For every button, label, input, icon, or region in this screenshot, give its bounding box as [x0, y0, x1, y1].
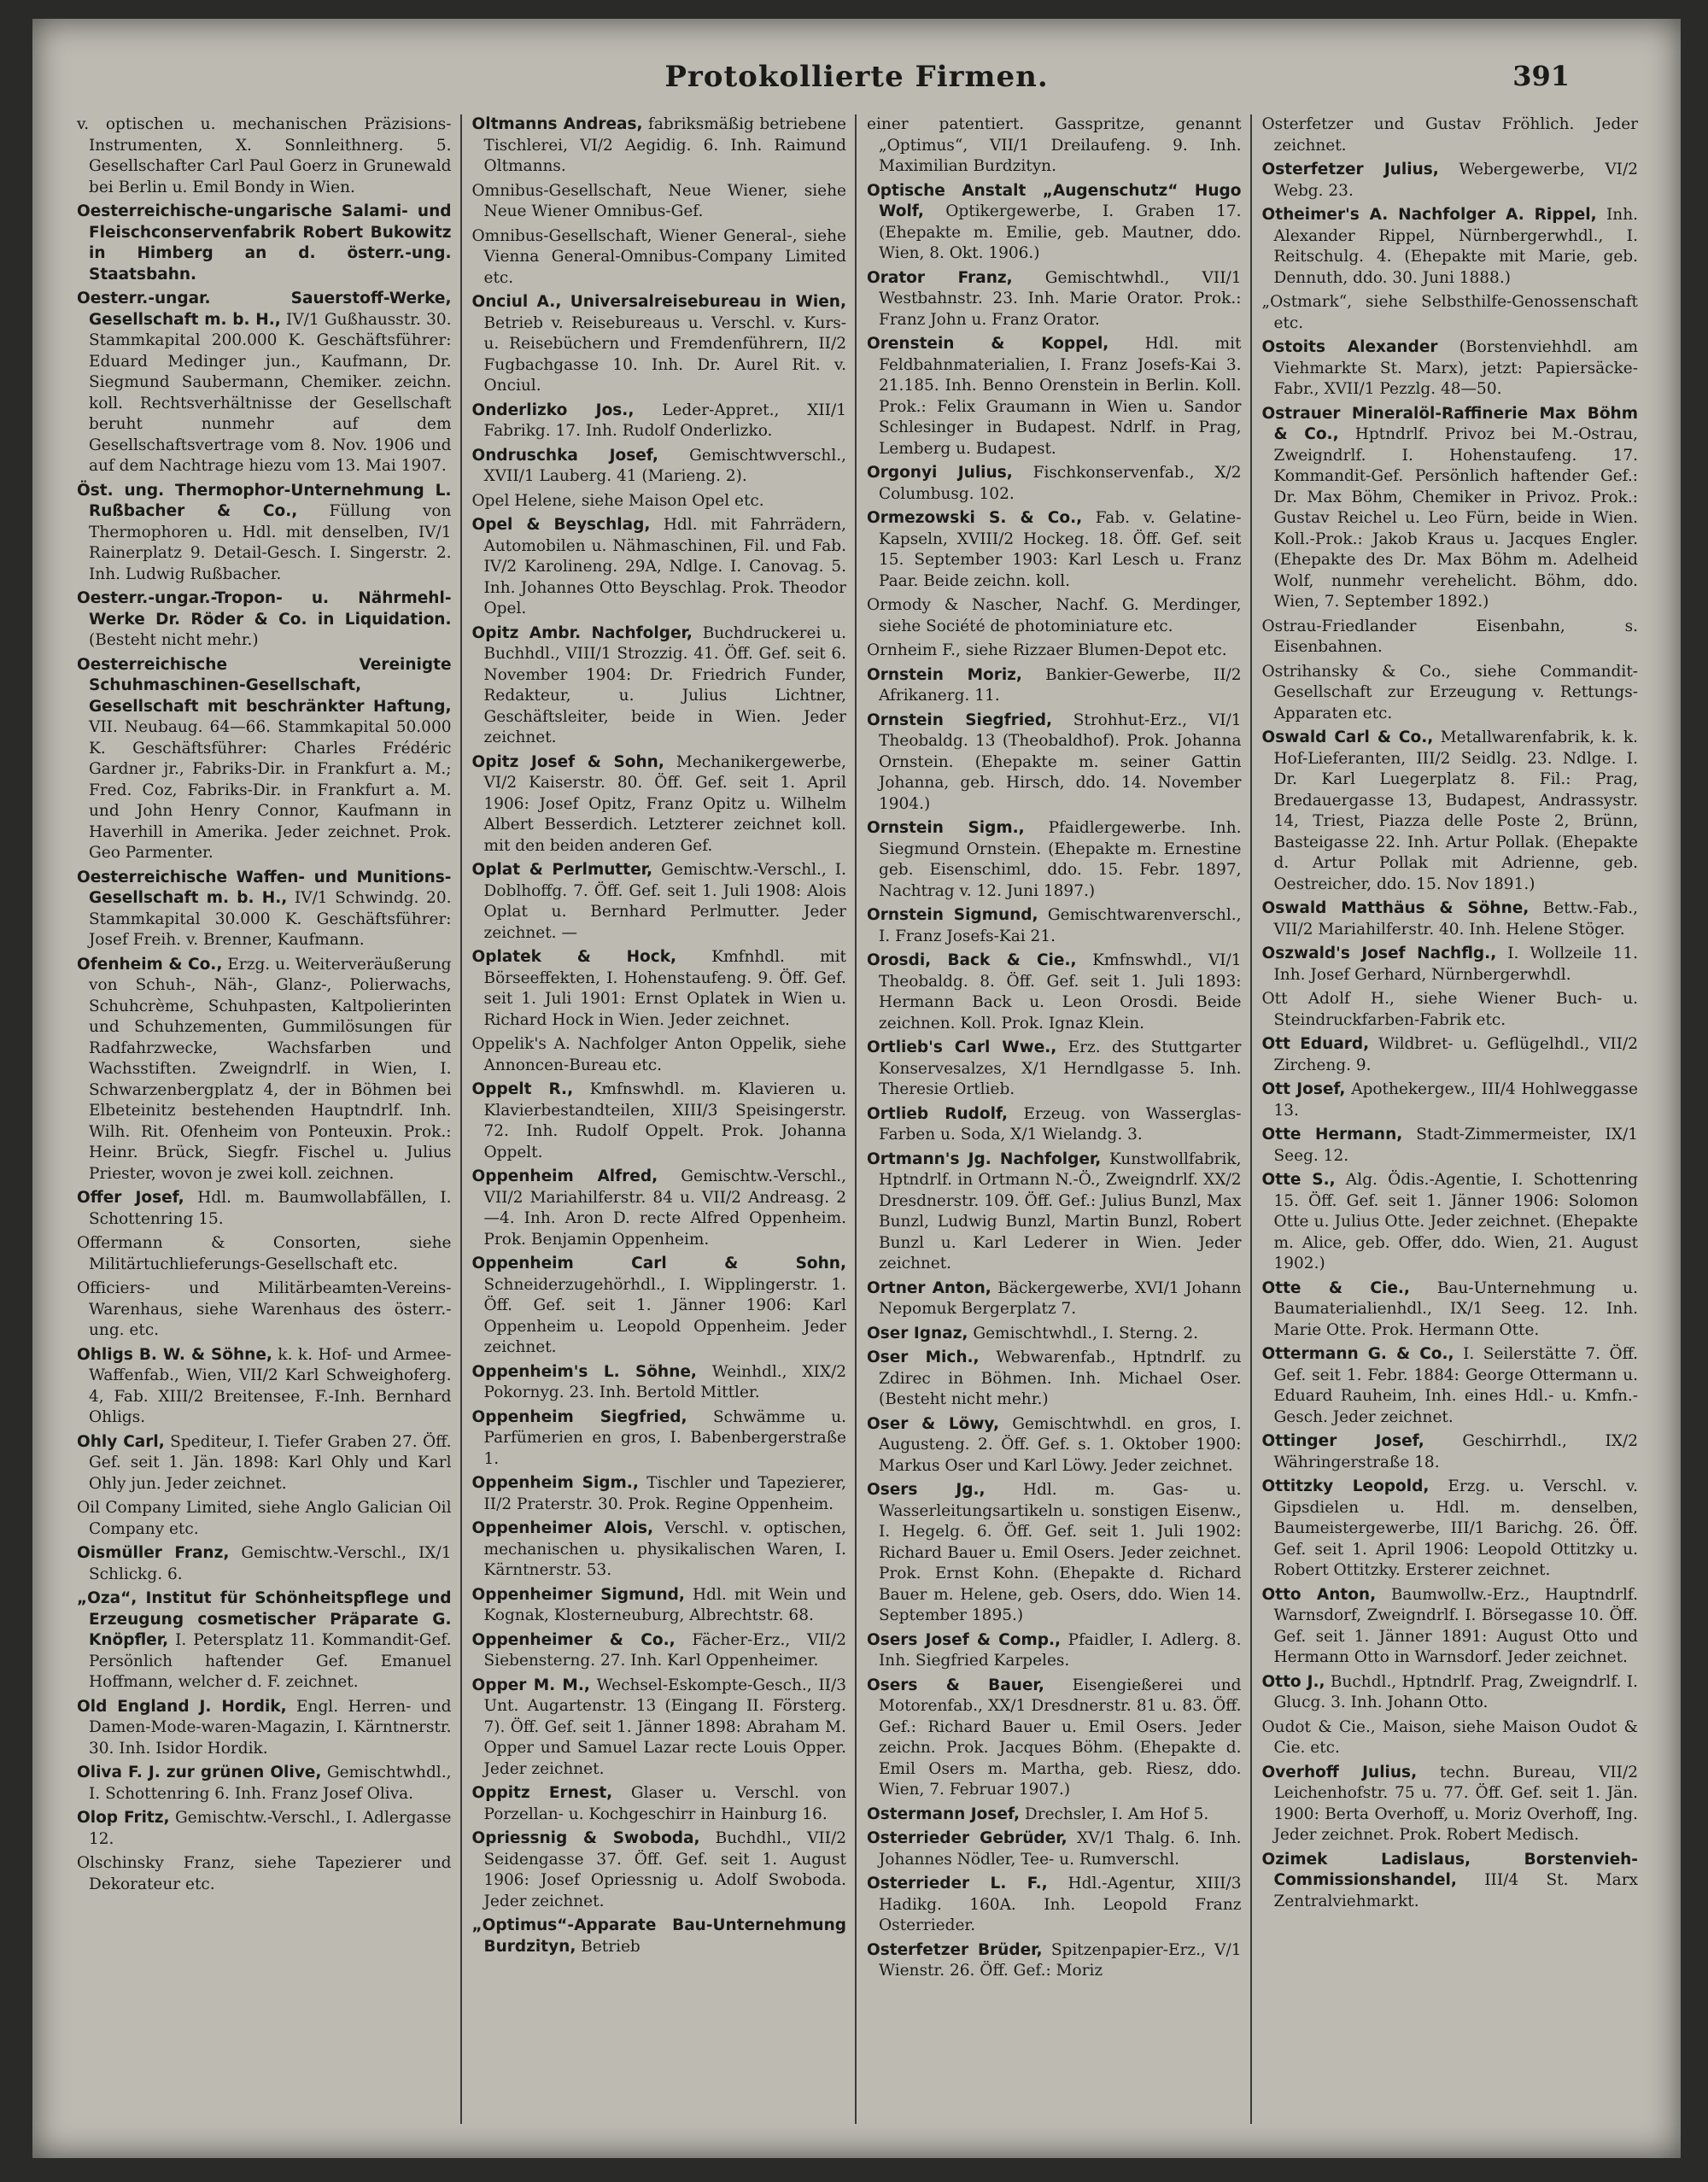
entry-text: Oil Company Limited, siehe Anglo Galician Oil Company etc. [77, 1499, 452, 1538]
entry-text: Betrieb [581, 1937, 640, 1956]
directory-entry [1262, 1344, 1639, 1428]
directory-entry [472, 1167, 847, 1250]
firm-name: Olop Fritz, [77, 1809, 170, 1827]
firm-name: Oppelt R., [471, 1080, 574, 1098]
entry-text: Inh. Alexander Rippel, Nürnbergerwhdl., I. Reitschulg. 4. (Ehepakte mit Marie, geb. Dennuth, ddo. 30. Juni 1888.) [1273, 206, 1638, 287]
firm-name: Ottitzky Leopold, [1261, 1477, 1430, 1495]
entry-text: Oudot & Cie., Maison, siehe Maison Oudot & Cie. etc. [1261, 1717, 1638, 1757]
directory-entry [472, 1676, 847, 1781]
firm-name: Ornstein Sigm., [867, 819, 1025, 837]
firm-name: Otte S., [1261, 1171, 1336, 1189]
directory-entry [867, 268, 1242, 331]
entry-text: Gemischtwverschl., XVII/1 Lauberg. 41 (Marieng. 2). [483, 446, 846, 485]
directory-entry [1262, 337, 1639, 401]
directory-entry [77, 868, 452, 951]
directory-entry [472, 226, 847, 290]
entry-text: Pfaidler, I. Adlerg. 8. Inh. Siegfried Karpeles. [879, 1630, 1242, 1670]
directory-entry [867, 1149, 1242, 1275]
entry-text: Ostrau-Friedlander Eisenbahn, s. Eisenbahnen. [1261, 617, 1638, 656]
column-1 [67, 114, 462, 2124]
firm-name: Ornstein Moriz, [867, 665, 1022, 684]
entry-text: Verschl. v. optischen, mechanischen u. physikalischen Waren, I. Kärntnerstr. 53. [483, 1519, 846, 1579]
directory-entry [77, 1188, 452, 1230]
directory-entry [1262, 1431, 1639, 1473]
entry-text: Kmfnswhdl., VI/1 Theobaldg. 8. Öff. Gef. seit 1. Juli 1893: Hermann Back u. Leon Orosdi. Beide zeichnen. Koll. Prok. Ignaz Klein. [879, 951, 1242, 1033]
firm-name: Otheimer's A. Nachfolger A. Rippel, [1261, 206, 1597, 224]
directory-entry [77, 1697, 452, 1760]
firm-name: Oszwald's Josef Nachflg., [1261, 945, 1497, 962]
firm-name: Ott Eduard, [1261, 1035, 1370, 1053]
directory-entry [77, 1432, 452, 1495]
directory-entry [867, 905, 1242, 947]
directory-entry [77, 1853, 452, 1895]
entry-text: Hdl.-Agentur, XIII/3 Hadikg. 160A. Inh. Leopold Franz Osterrieder. [879, 1875, 1242, 1934]
directory-entry [472, 491, 847, 512]
directory-entry [1262, 944, 1639, 986]
firm-name: Otto J., [1261, 1672, 1325, 1691]
firm-name: Osterfetzer Brüder, [867, 1940, 1043, 1959]
directory-entry [472, 292, 847, 397]
entry-text: Hdl. mit Wein und Kognak, Klosterneuburg, Albrechtstr. 68. [483, 1585, 846, 1624]
directory-entry [472, 1473, 847, 1515]
directory-entry [1262, 1763, 1639, 1846]
entry-text: (Borstenviehhdl. am Viehmarkte St. Marx), jetzt: Papiersäcke-Fabr., XVII/1 Pezzlg. 48—50. [1273, 338, 1638, 398]
firm-name: Oser Ignaz, [867, 1324, 968, 1343]
firm-name: Oppenheim Sigm., [471, 1474, 639, 1492]
firm-name: Orgonyi Julius, [867, 464, 1013, 482]
entry-text: Eisengießerei und Motorenfab., XX/1 Dresdnerstr. 81 u. 83. Öff. Gef.: Richard Bauer u. Emil Osers. Jeder zeichn. Prok. Jacques Böhm. (Ehepakte d. Emil Osers m. Martha, geb. Riesz, ddo. Wien, 7. Februar 1907.) [879, 1676, 1242, 1799]
entry-text: Spitzenpapier-Erz., V/1 Wienstr. 26. Öff. Gef.: Moriz [879, 1940, 1242, 1980]
directory-entry [867, 1630, 1242, 1672]
firm-name: Otte Hermann, [1261, 1126, 1403, 1144]
firm-name: Optische Anstalt „Augenschutz“ Hugo Wolf, [867, 181, 1242, 220]
entry-text: Optikergewerbe, I. Graben 17. (Ehepakte m. Emilie, geb. Mautner, ddo. Wien, 8. Okt. 1906.) [879, 202, 1242, 262]
firm-name: Öst. ung. Thermophor-Unternehmung L. Rußbacher & Co., [77, 481, 452, 520]
directory-entry [1262, 662, 1639, 725]
firm-name: Ortmann's Jg. Nachfolger, [867, 1149, 1102, 1168]
entry-text: Gemischtwhdl. en gros, I. Augusteng. 2. Öff. Gef. s. 1. Oktober 1900: Markus Oser und Karl Löwy. Jeder zeichnet. [879, 1414, 1242, 1475]
entry-text: Bankier-Gewerbe, II/2 Afrikanerg. 11. [879, 665, 1242, 705]
firm-name: Ohligs B. W. & Söhne, [77, 1345, 272, 1364]
entry-text: Fischkonservenfab., X/2 Columbusg. 102. [879, 464, 1242, 503]
directory-entry [867, 951, 1242, 1034]
entry-text: Weinhdl., XIX/2 Pokornyg. 23. Inh. Bertold Mittler. [483, 1362, 846, 1401]
directory-entry [472, 1783, 847, 1825]
directory-entry [867, 463, 1242, 505]
entry-text: Kmfnswhdl. m. Klavieren u. Klavierbestandteilen, XIII/3 Speisingerstr. 72. Inh. Rudolf Oppelt. Prok. Johanna Oppelt. [483, 1080, 846, 1161]
entry-text: Alg. Ödis.-Agentie, I. Schottenring 15. Öff. Gef. seit 1. Jänner 1906: Solomon Otte u. Julius Otte. Jeder zeichnet. (Ehepakte m. Alice, geb. Offer, ddo. Wien, 21. August 1902.) [1273, 1171, 1639, 1272]
entry-text: Gemischtw.-Verschl., I. Adlergasse 12. [89, 1809, 452, 1848]
firm-name: Ornstein Sigmund, [867, 906, 1038, 924]
firm-name: Oswald Carl & Co., [1261, 728, 1434, 746]
directory-entry [472, 860, 847, 944]
firm-name: Oltmanns Andreas, [471, 115, 643, 133]
entry-text: Omnibus-Gesellschaft, Neue Wiener, siehe Neue Wiener Omnibus-Gef. [471, 181, 846, 220]
firm-name: Oesterreichische Waffen- und Munitions-Gesellschaft m. b. H., [77, 868, 452, 907]
firm-name: Ottermann G. & Co., [1261, 1345, 1454, 1363]
directory-entry [77, 955, 452, 1185]
entry-text: Buchdhl., VII/2 Seidengasse 37. Öff. Gef. seit 1. August 1906: Josef Opriessnig u. Adolf Swoboda. Jeder zeichnet. [483, 1829, 846, 1910]
entry-text: Drechsler, I. Am Hof 5. [1024, 1805, 1209, 1823]
firm-name: Offer Josef, [77, 1189, 184, 1207]
entry-text: Schwämme u. Parfümerien en gros, I. Babenbergerstraße 1. [483, 1407, 847, 1468]
directory-entry [472, 623, 847, 749]
entry-text: Ott Adolf H., siehe Wiener Buch- u. Steindruckfarben-Fabrik etc. [1261, 990, 1638, 1029]
entry-text: Hdl. m. Gas- u. Wasserleitungsartikeln u. sonstigen Eisenw., I. Hegelg. 6. Öff. Gef. seit 1. Juli 1902: Richard Bauer u. Emil Osers. Jeder zeichnet. Prok. Ernst Kohn. (Ehepakte d. Richard Bauer m. Helene, geb. Osers, ddo. Wien 14. September 1895.) [879, 1481, 1242, 1624]
directory-entry [867, 1278, 1242, 1320]
firm-name: „Optimus“-Apparate Bau-Unternehmung Burdzityn, [471, 1916, 846, 1956]
entry-text: I. Petersplatz 11. Kommandit-Gef. Persönlich haftender Gef. Emanuel Hoffmann, welcher d. F. zeichnet. [89, 1631, 452, 1691]
firm-name: Oppenheimer & Co., [471, 1630, 676, 1649]
entry-text: Ornheim F., siehe Rizzaer Blumen-Depot etc. [867, 641, 1227, 659]
directory-entry [867, 1676, 1242, 1801]
firm-name: Otte & Cie., [1261, 1278, 1410, 1297]
directory-entry [472, 947, 847, 1031]
entry-text: (Besteht nicht mehr.) [89, 631, 259, 649]
entry-text: Tischler und Tapezierer, II/2 Praterstr. 30. Prok. Regine Oppenheim. [483, 1474, 846, 1513]
firm-name: Ortner Anton, [867, 1278, 991, 1297]
firm-name: Ornstein Siegfried, [867, 711, 1052, 729]
directory-entry [77, 1808, 452, 1850]
document-page [32, 19, 1681, 2158]
entry-text: Hdl. m. Baumwollabfällen, I. Schottenring 15. [89, 1189, 452, 1228]
entry-text: Betrieb v. Reisebureaus u. Verschl. v. Kurs- u. Reisebüchern und Fremdenführern, II/2 Fugbachgasse 10. Inh. Dr. Aurel Rit. v. Onciul. [483, 313, 846, 395]
directory-entry [1262, 160, 1639, 202]
entry-text: Kunstwollfabrik, Hptndrlf. in Ortmann N.-Ö., Zweigndrlf. XX/2 Dresdnerstr. 109. Öff. Gef.: Julius Bunzl, Max Bunzl, Ludwig Bunzl, Martin Bunzl, Robert Bunzl u. Karl Lederer in Wien. Jeder zeichnet. [879, 1149, 1242, 1272]
firm-name: Ondruschka Josef, [471, 446, 658, 465]
firm-name: Ostermann Josef, [867, 1805, 1021, 1823]
directory-entry [1262, 1717, 1639, 1759]
directory-entry [77, 1588, 452, 1694]
directory-entry [1262, 404, 1639, 613]
directory-entry [77, 1345, 452, 1429]
firm-name: Osers Josef & Comp., [867, 1630, 1062, 1649]
entry-text: Oppelik's A. Nachfolger Anton Oppelik, siehe Annoncen-Bureau etc. [471, 1035, 846, 1074]
firm-name: Oppenheim's L. Söhne, [471, 1362, 697, 1381]
firm-name: Onciul A., Universalreisebureau in Wien, [471, 293, 846, 311]
page-title: Protokollierte Firmen. [664, 60, 1049, 94]
directory-entry [867, 334, 1242, 459]
directory-entry [1262, 1079, 1639, 1121]
entry-text: Bau-Unternehmung u. Baumaterialienhdl., IX/1 Seeg. 12. Inh. Marie Otte. Prok. Hermann Otte. [1273, 1278, 1638, 1339]
firm-name: Old England J. Hordik, [77, 1697, 287, 1716]
entry-text: Spediteur, I. Tiefer Graben 27. Öff. Gef. seit 1. Jän. 1898: Karl Ohly und Karl Ohly jun. Jeder zeichnet. [89, 1432, 452, 1493]
firm-name: Opper M. M., [471, 1676, 590, 1694]
entry-text: Hptndrlf. Privoz bei M.-Ostrau, Zweigndrlf. I. Hohenstaufeng. 17. Kommandit-Gef. Persönlich haftender Gef.: Dr. Max Böhm, Chemiker in Privoz. Prok.: Gustav Reichel u. Leo Fürn, beide in Wien. Koll.-Prok.: Jakob Kraus u. Jacques Engler. (Ehepakte des Dr. Max Böhm m. Adelheid Wolf, nunmehr verehelicht. Böhm, ddo. Wien, 7. September 1892.) [1273, 425, 1638, 611]
firm-name: Oser Mich., [867, 1348, 980, 1366]
entry-text: Kmfnhdl. mit Börseeffekten, I. Hohenstaufeng. 9. Öff. Gef. seit 1. Juli 1901: Ernst Oplatek in Wien u. Richard Hock in Wien. Jeder zeichnet. [483, 948, 846, 1029]
directory-entry [1262, 1170, 1639, 1275]
directory-entry [867, 1828, 1242, 1870]
firm-name: Orosdi, Back & Cie., [867, 951, 1077, 969]
entry-text: Ormody & Nascher, Nachf. G. Merdinger, siehe Société de photominiature etc. [867, 596, 1242, 635]
directory-entry [472, 1079, 847, 1163]
directory-entry [867, 1414, 1242, 1477]
firm-name: Ortlieb's Carl Wwe., [867, 1038, 1057, 1056]
directory-entry [867, 1324, 1242, 1345]
entry-text: Ostrihansky & Co., siehe Commandit-Gesellschaft zur Erzeugung v. Rettungs-Apparaten etc. [1261, 662, 1638, 722]
entry-text: Füllung von Thermophoren u. Hdl. mit denselben, IV/1 Rainerplatz 9. Detail-Gesch. I. Singerstr. 2. Inh. Ludwig Rußbacher. [89, 502, 452, 583]
firm-name: Osers Jg., [867, 1481, 986, 1499]
firm-name: „Oza“, Institut für Schönheitspflege und Erzeugung cosmetischer Präparate G. Knöpfler, [77, 1589, 452, 1649]
directory-entry [77, 1233, 452, 1275]
entry-text: Gemischtw.-Verschl., VII/2 Mariahilferstr. 84 u. VII/2 Andreasg. 2—4. Inh. Aron D. recte Alfred Oppenheim. Prok. Benjamin Oppenheim. [483, 1167, 846, 1249]
entry-text: Wildbret- u. Geflügelhdl., VII/2 Zircheng. 9. [1273, 1035, 1638, 1074]
entry-text: Glaser u. Verschl. von Porzellan- u. Kochgeschirr in Hainburg 16. [483, 1784, 846, 1823]
directory-entry [472, 181, 847, 223]
entry-text: Bäckergewerbe, XVI/1 Johann Nepomuk Bergerplatz 7. [879, 1278, 1242, 1318]
firm-name: Otto Anton, [1261, 1585, 1377, 1604]
directory-entry [1262, 1477, 1639, 1582]
entry-text: Buchdruckerei u. Buchhdl., VIII/1 Strozzig. 41. Öff. Gef. seit 6. November 1904: Dr. Friedrich Funder, Redakteur, u. Julius Lichtner, Geschäftsleiter, beide in Wien. Jeder zeichnet. [483, 623, 846, 746]
directory-entry [867, 1104, 1242, 1146]
firm-name: Oppenheim Siegfried, [471, 1407, 687, 1426]
firm-name: Oser & Löwy, [867, 1414, 1000, 1433]
directory-entry [472, 401, 847, 442]
directory-entry [867, 114, 1242, 178]
entry-text: Baumwollw.-Erz., Hauptndrlf. Warnsdorf, Zweigndrlf. I. Börsegasse 10. Öff. Gef. seit 1. Jänner 1891: August Otto und Hermann Otto in Warnsdorf. Jeder zeichnet. [1273, 1585, 1638, 1666]
entry-text: Opel Helene, siehe Maison Opel etc. [471, 491, 764, 510]
firm-name: Oppenheim Alfred, [471, 1167, 658, 1185]
firm-name: Opitz Ambr. Nachfolger, [471, 623, 693, 642]
directory-entry [472, 1828, 847, 1912]
directory-entry [472, 1518, 847, 1582]
directory-entry [472, 1630, 847, 1672]
directory-entry [472, 1585, 847, 1627]
entry-text: I. Wollzeile 11. Inh. Josef Gerhard, Nürnbergerwhdl. [1273, 945, 1638, 984]
entry-text: Erzg. u. Verschl. v. Gipsdielen u. Hdl. m. denselben, Baumeistergewerbe, III/1 Barichg. 26. Öff. Gef. seit 1. April 1906: Leopold Ottitzky u. Robert Ottitzky. Ersterer zeichnet. [1273, 1477, 1639, 1579]
directory-entry [867, 1038, 1242, 1101]
entry-text: III/4 St. Marx Zentralviehmarkt. [1273, 1871, 1638, 1910]
firm-name: Ofenheim & Co., [77, 955, 223, 974]
entry-text: Geschirrhdl., IX/2 Währingerstraße 18. [1273, 1432, 1638, 1471]
directory-entry [867, 595, 1242, 637]
firm-name: Ostrauer Mineralöl-Raffinerie Max Böhm & Co., [1261, 404, 1638, 443]
entry-text: Buchdl., Hptndrlf. Prag, Zweigndrlf. I. Glucg. 3. Inh. Johann Otto. [1273, 1672, 1638, 1711]
entry-text: Leder-Appret., XII/1 Fabrikg. 17. Inh. Rudolf Onderlizko. [483, 401, 846, 440]
firm-name: Oesterr.-ungar.-Tropon- u. Nährmehl-Werke Dr. Röder & Co. in Liquidation. [77, 589, 452, 629]
directory-entry [867, 818, 1242, 902]
firm-name: Overhoff Julius, [1261, 1763, 1418, 1781]
directory-entry [867, 1348, 1242, 1411]
directory-entry [77, 1278, 452, 1342]
directory-entry [1262, 1672, 1639, 1714]
directory-entry [867, 641, 1242, 662]
directory-entry [1262, 728, 1639, 895]
directory-entry [77, 655, 452, 864]
entry-text: Olschinsky Franz, siehe Tapezierer und Dekorateur etc. [77, 1854, 452, 1893]
column-3 [857, 114, 1252, 2124]
entry-text: Wechsel-Eskompte-Gesch., II/3 Unt. Augartenstr. 13 (Eingang II. Försterg. 7). Öff. Gef. seit 1. Jänner 1898: Abraham M. Opper und Samuel Lazar recte Louis Opper. Jeder zeichnet. [483, 1676, 846, 1778]
directory-entry [1262, 1125, 1639, 1167]
firm-name: Oismüller Franz, [77, 1544, 230, 1562]
firm-name: Ott Josef, [1261, 1080, 1346, 1098]
entry-text: Hdl. mit Feldbahnmaterialien, I. Franz Josefs-Kai 3. 21.185. Inh. Benno Orenstein in Berlin. Koll. Prok.: Felix Graumann in Wien u. Sandor Schlesinger in Budapest. Ndrlf. in Prag, Lemberg u. Budapest. [879, 335, 1242, 458]
firm-name: Oliva F. J. zur grünen Olive, [77, 1764, 322, 1781]
directory-entry [472, 1034, 847, 1076]
directory-entry [472, 1407, 847, 1471]
directory-entry [77, 588, 452, 652]
entry-text: Offermann & Consorten, siehe Militärtuchlieferungs-Gesellschaft etc. [77, 1234, 452, 1273]
firm-name: Ohly Carl, [77, 1432, 165, 1451]
entry-text: Erzg. u. Weiterveräußerung von Schuh-, Näh-, Glanz-, Polierwachs, Schuhcrème, Schuhpasten, Kaltpolierinten und Schuhzementen, Gummilösungen für Radfahrzwecke, Wachsfarben und Wachsstiften. Zweigndrlf. in Wien, I. Schwarzenbergplatz 4, der in Böhmen bei Elbeteinitz bestehenden Hauptndrlf. Inh. Wilh. Rit. Ofenheim von Ponteuxin. Prok.: Heinr. Brück, Siegfr. Fischel u. Julius Priester, wovon je zwei koll. zeichnen. [89, 955, 452, 1183]
firm-name: Ormezowski S. & Co., [867, 509, 1083, 527]
firm-name: Osterfetzer Julius, [1261, 161, 1439, 178]
directory-entry [867, 1805, 1242, 1826]
directory-entry [77, 1543, 452, 1585]
entry-text: Hdl. mit Fahrrädern, Automobilen u. Nähmaschinen, Fil. und Fab. IV/2 Karolineng. 29A, Ndlge. I. Canovag. 5. Inh. Johannes Otto Beyschlag. Prok. Theodor Opel. [483, 516, 846, 617]
entry-text: Webwarenfab., Hptndrlf. zu Zdirec in Böhmen. Inh. Michael Oser. (Besteht nicht mehr.) [879, 1348, 1242, 1408]
directory-entry [1262, 205, 1639, 289]
firm-name: Oplat & Perlmutter, [471, 861, 653, 879]
directory-entry [1262, 898, 1639, 940]
entry-text: Erz. des Stuttgarter Konservesalzes, X/1 Herndlgasse 5. Inh. Theresie Ortlieb. [879, 1038, 1242, 1098]
entry-text: Bettw.-Fab., VII/2 Mariahilferstr. 40. Inh. Helene Stöger. [1273, 899, 1639, 939]
entry-text: IV/1 Gußhausstr. 30. Stammkapital 200.000 K. Geschäftsführer: Eduard Medinger jun., Kaufmann, Dr. Siegmund Saubermann, Chemiker. zeichn. koll. Rechtsverhältnisse der Gesellschaft beruht nunmehr auf dem Gesellschaftsvertrage vom 8. Nov. 1906 und auf dem Nachtrage hiezu vom 13. Mai 1907. [89, 310, 452, 475]
entry-text: Gemischtw.-Verschl., I. Doblhoffg. 7. Öff. Gef. seit 1. Juli 1908: Alois Oplat u. Bernhard Perlmutter. Jeder zeichnet. — [483, 861, 846, 942]
directory-entry [472, 446, 847, 488]
entry-text: einer patentiert. Gasspritze, genannt „Optimus“, VII/1 Dreilaufeng. 9. Inh. Maximilian Burdzityn. [867, 115, 1242, 175]
directory-entry [1262, 1034, 1639, 1076]
entry-text: Metallwarenfabrik, k. k. Hof-Lieferanten, III/2 Seidlg. 23. Ndlge. I. Dr. Karl Luegerplatz 8. Fil.: Prag, Bredauergasse 13, Budapest, Andrassystr. 14, Triest, Piazza delle Poste 2, Brünn, Basteigasse 22. Inh. Artur Pollak. (Ehepakte d. Artur Pollak mit Adrienne, geb. Oestreicher, ddo. 15. Nov 1891.) [1273, 728, 1638, 893]
column-2 [462, 114, 857, 2124]
directory-entry [77, 481, 452, 586]
directory-entry [472, 1362, 847, 1404]
entry-text: Engl. Herren- und Damen-Mode-waren-Magazin, I. Kärntnerstr. 30. Inh. Isidor Hordik. [89, 1697, 452, 1758]
directory-entry [1262, 114, 1639, 156]
directory-entry [867, 1480, 1242, 1627]
entry-text: Mechanikergewerbe, VI/2 Kaiserstr. 80. Öff. Gef. seit 1. April 1906: Josef Opitz, Franz Opitz u. Wilhelm Albert Besserdich. Letzterer zeichnet koll. mit den beiden anderen Gef. [483, 752, 846, 855]
firm-name: Oppitz Ernest, [471, 1784, 613, 1802]
firm-name: Onderlizko Jos., [471, 401, 635, 419]
entry-text: Fächer-Erz., VII/2 Siebensterng. 27. Inh. Karl Oppenheimer. [483, 1630, 846, 1670]
directory-entry [77, 114, 452, 198]
entry-text: Stadt-Zimmermeister, IX/1 Seeg. 12. [1273, 1126, 1639, 1165]
entry-text: v. optischen u. mechanischen Präzisions-Instrumenten, X. Sonnleithnerg. 5. Gesellschafter Carl Paul Goerz in Grunewald bei Berlin u. Emil Bondy in Wien. [77, 115, 452, 196]
directory-entry [1262, 1850, 1639, 1913]
entry-text: Omnibus-Gesellschaft, Wiener General-, siehe Vienna General-Omnibus-Company Limited etc. [471, 226, 846, 287]
directory-entry [1262, 1585, 1639, 1669]
entry-text: Schneiderzugehörhdl., I. Wipplingerstr. 1. Öff. Gef. seit 1. Jänner 1906: Karl Oppenheim u. Leopold Oppenheim. Jeder zeichnet. [483, 1275, 846, 1356]
firm-name: Ottinger Josef, [1261, 1432, 1424, 1450]
entry-text: „Ostmark“, siehe Selbsthilfe-Genossenschaft etc. [1261, 293, 1638, 332]
firm-name: Oppenheimer Alois, [471, 1519, 654, 1537]
entry-text: Apothekergew., III/4 Hohlweggasse 13. [1273, 1080, 1638, 1120]
firm-name: Opriessnig & Swoboda, [471, 1829, 700, 1847]
directory-entry [867, 1874, 1242, 1937]
column-4 [1252, 114, 1647, 2124]
firm-name: Orenstein & Koppel, [867, 335, 1109, 353]
directory-entry [472, 114, 847, 178]
firm-name: Oesterreichische Vereinigte Schuhmaschinen-Gesellschaft, Gesellschaft mit beschränkter Haftung, [77, 655, 452, 716]
firm-name: Oplatek & Hock, [471, 948, 677, 966]
directory-entry [1262, 292, 1639, 334]
firm-name: Opel & Beyschlag, [471, 516, 651, 534]
firm-name: Ozimek Ladislaus, Borstenvieh-Commissionshandel, [1261, 1850, 1638, 1889]
entry-text: Strohhut-Erz., VI/1 Theobaldg. 13 (Theobaldhof). Prok. Johanna Ornstein. (Ehepakte m. seiner Gattin Johanna, geb. Hirsch, ddo. 14. November 1904.) [879, 711, 1242, 813]
directory-entry [1262, 617, 1639, 658]
firm-name: Oppenheimer Sigmund, [471, 1585, 685, 1604]
firm-name: Osterrieder L. F., [867, 1875, 1048, 1892]
page-number: 391 [1512, 60, 1570, 92]
directory-entry [77, 289, 452, 477]
entry-text: fabriksmäßig betriebene Tischlerei, VI/2 Aegidig. 6. Inh. Raimund Oltmanns. [483, 115, 846, 175]
directory-entry [1262, 989, 1639, 1031]
firm-name: Ostoits Alexander [1261, 338, 1438, 356]
entry-text: XV/1 Thalg. 6. Inh. Johannes Nödler, Tee- u. Rumverschl. [879, 1829, 1242, 1869]
directory-entry [77, 1763, 452, 1805]
directory-entry [867, 1940, 1242, 1982]
columns [67, 114, 1647, 2124]
entry-text: IV/1 Schwindg. 20. Stammkapital 30.000 K. Geschäftsführer: Josef Freih. v. Brenner, Kaufmann. [89, 889, 452, 949]
entry-text: Officiers- und Militärbeamten-Vereins-Warenhaus, siehe Warenhaus des österr.-ung. etc. [77, 1279, 452, 1339]
entry-text: Gemischtwhdl., VII/1 Westbahnstr. 23. Inh. Marie Orator. Prok.: Franz John u. Franz Orator. [879, 268, 1242, 329]
firm-name: Ortlieb Rudolf, [867, 1104, 1009, 1123]
entry-text: Gemischtwhdl., I. Schottenring 6. Inh. Franz Josef Oliva. [89, 1764, 452, 1803]
entry-text: I. Seilerstätte 7. Öff. Gef. seit 1. Febr. 1884: George Ottermann u. Eduard Rauheim, Inh. eines Hdl.- u. Kmfn.-Gesch. Jeder zeichnet. [1273, 1345, 1638, 1426]
directory-entry [867, 665, 1242, 707]
firm-name: Oppenheim Carl & Sohn, [471, 1255, 846, 1272]
entry-text: Webergewerbe, VI/2 Webg. 23. [1273, 161, 1638, 200]
entry-text: k. k. Hof- und Armee-Waffenfab., Wien, VII/2 Karl Schweighoferg. 4, Fab. XIII/2 Breitensee, F.-Inh. Bernhard Ohligs. [89, 1345, 452, 1426]
entry-text: Gemischtw.-Verschl., IX/1 Schlickg. 6. [89, 1544, 452, 1583]
directory-entry [472, 1254, 847, 1359]
entry-text: techn. Bureau, VII/2 Leichenhofstr. 75 u. 77. Öff. Gef. seit 1. Jän. 1900: Berta Overhoff, u. Moriz Overhoff, Ing. Jeder zeichnet. Prok. Robert Medisch. [1273, 1763, 1638, 1844]
firm-name: Opitz Josef & Sohn, [471, 752, 664, 771]
firm-name: Oswald Matthäus & Söhne, [1261, 899, 1530, 917]
entry-text: Osterfetzer und Gustav Fröhlich. Jeder zeichnet. [1261, 115, 1638, 155]
entry-text: Erzeug. von Wasserglas-Farben u. Soda, X/1 Wielandg. 3. [879, 1104, 1242, 1144]
firm-name: Osterrieder Gebrüder, [867, 1829, 1068, 1847]
directory-entry [77, 202, 452, 285]
entry-text: Fab. v. Gelatine-Kapseln, XVIII/2 Hockeg. 18. Öff. Gef. seit 15. September 1903: Karl Lesch u. Franz Paar. Beide zeichn. koll. [879, 509, 1242, 590]
directory-entry [472, 1916, 847, 1957]
directory-entry [472, 752, 847, 857]
directory-entry [867, 181, 1242, 265]
firm-name: Orator Franz, [867, 268, 1013, 287]
entry-text: VII. Neubaug. 64—66. Stammkapital 50.000 K. Geschäftsführer: Charles Frédéric Gardner jr., Fabriks-Dir. in Frankfurt a. M.; Fred. Coz, Fabriks-Dir. in Frankfurt a. M. und John Henry Connor, Kaufmann in Haverhill in Amerika. Jeder zeichnet. Prok. Geo Parmenter. [89, 718, 452, 862]
directory-entry [867, 508, 1242, 592]
firm-name: Oesterr.-ungar. Sauerstoff-Werke, Gesellschaft m. b. H., [77, 290, 452, 329]
directory-entry [867, 711, 1242, 816]
directory-entry [77, 1498, 452, 1540]
firm-name: Osers & Bauer, [867, 1676, 1044, 1694]
directory-entry [1262, 1278, 1639, 1342]
entry-text: Pfaidlergewerbe. Inh. Siegmund Ornstein. (Ehepakte m. Ernestine geb. Eisenschiml, ddo. 15. Febr. 1897, Nachtrag v. 12. Juni 1897.) [879, 819, 1242, 900]
entry-text: Gemischtwhdl., I. Sterng. 2. [973, 1324, 1199, 1343]
entry-text: Gemischtwarenverschl., I. Franz Josefs-Kai 21. [879, 906, 1242, 945]
firm-name: Oesterreichische-ungarische Salami- und Fleischconservenfabrik Robert Bukowitz in Himberg an d. österr.-ung. Staatsbahn. [77, 202, 452, 284]
directory-entry [472, 515, 847, 620]
